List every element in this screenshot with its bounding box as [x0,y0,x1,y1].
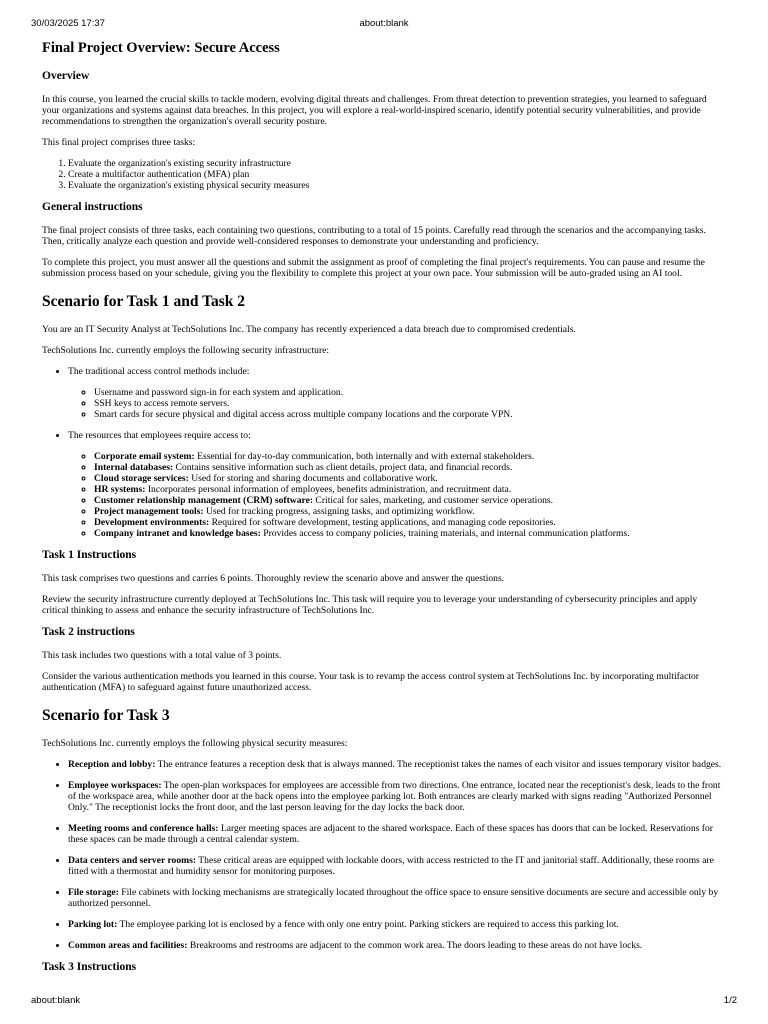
list-item [94,462,726,473]
list-item: 2. Create a multifactor authentication (MFA) plan [68,169,726,180]
scenario-1-2-paragraph-1: You are an IT Security Analyst at TechSolutions Inc. The company has recently experienced a data breach due to compromised credentials. [42,324,576,335]
resource-desc: Provides access to company policies, training materials, and internal communication platforms. [260,528,630,539]
overview-paragraph: In this course, you learned the crucial skills to tackle modern, evolving digital threats and challenges. From threat detection to prevention strategies, you learned to safeguard your organizations and systems against data breaches. In this project, you will explore a real-world-inspired scenario, identify potential security vulnerabilities, and provide recommendations to strengthen the organization's overall security posture. [42,94,707,127]
document-body [42,36,726,985]
measure-term: Common areas and facilities: [68,940,188,951]
list-item [68,855,726,877]
resource-desc: Essential for day-to-day communication, both internally and with external stakeholders. [194,451,535,462]
resource-desc: Critical for sales, marketing, and customer service operations. [313,495,554,506]
list-item [94,495,726,506]
list-item [68,940,726,951]
task-3-heading: Task 3 Instructions [42,961,137,973]
overview-heading: Overview [42,70,90,82]
resource-desc: Used for storing and sharing documents and collaborative work. [188,473,438,484]
resource-desc: Used for tracking progress, assigning tasks, and optimizing workflow. [203,506,475,517]
measure-term: Parking lot: [68,919,118,930]
measure-term: Reception and lobby: [68,759,156,770]
measure-desc: Larger meeting spaces are adjacent to the shared workspace. Each of these spaces has doors that can be locked. Reservations for these spaces can be made through a central calendar system. [68,823,713,845]
resources-list [68,451,726,539]
measure-desc: Breakrooms and restrooms are adjacent to the common work area. The doors leading to these areas do not have locks. [187,940,643,951]
physical-security-list [42,759,726,951]
resources-intro: The resources that employees require access to: [68,430,251,441]
scenario-3-heading: Scenario for Task 3 [42,707,170,724]
measure-term: File storage: [68,887,119,898]
list-item [94,484,726,495]
footer-url: about:blank [31,995,81,1006]
resource-desc: Required for software development, testing applications, and managing code repositories. [209,517,556,528]
general-instructions-heading: General instructions [42,201,143,213]
measure-desc: These critical areas are equipped with lockable doors, with access restricted to the IT and janitorial staff. Additionally, these rooms are fitted with a thermostat and humidity sensor for monitoring purposes. [68,855,714,877]
list-item [68,919,726,930]
list-item [94,451,726,462]
list-item: 3. Evaluate the organization's existing physical security measures [68,180,726,191]
list-item: ◦ Username and password sign-in for each system and application. [94,387,726,398]
list-item [68,780,726,813]
resource-desc: Incorporates personal information of employees, benefits administration, and recruitment data. [145,484,512,495]
measure-desc: The employee parking lot is enclosed by a fence with only one entry point. Parking stickers are required to access this parking lot. [117,919,619,930]
infrastructure-list [42,366,726,539]
print-datetime: 30/03/2025 17:37 [31,18,105,29]
resource-desc: Contains sensitive information such as client details, project data, and financial records. [173,462,513,473]
task-1-heading: Task 1 Instructions [42,549,137,561]
measure-term: Meeting rooms and conference halls: [68,823,219,834]
general-paragraph-2: To complete this project, you must answer all the questions and submit the assignment as proof of completing the final project's requirements. You can pause and resume the submission process based on your schedule, giving you the flexibility to complete this project at your own pace. Your submission will be auto-graded using an AI tool. [42,257,705,279]
measure-term: Data centers and server rooms: [68,855,197,866]
general-paragraph-1: The final project consists of three tasks, each containing two questions, contributing to a total of 15 points. Carefully read through the scenarios and the accompanying tasks. Then, critically analyze each question and provide well-considered responses to demonstrate your understanding and proficiency. [42,225,706,247]
list-item [68,366,726,420]
print-footer [31,995,737,1007]
list-item [68,430,726,539]
task-1-paragraph-1: This task comprises two questions and carries 6 points. Thoroughly review the scenario above and answer the questions. [42,573,505,584]
page-number: 1/2 [723,995,737,1006]
list-item [68,759,726,770]
resource-term: Customer relationship management (CRM) software: [94,495,314,506]
scenario-1-2-heading: Scenario for Task 1 and Task 2 [42,293,246,310]
resource-term: Company intranet and knowledge bases: [94,528,261,539]
print-url: about:blank [359,18,409,29]
task-2-paragraph-2: Consider the various authentication methods you learned in this course. Your task is to revamp the access control system at TechSolutions Inc. by incorporating multifactor authentication (MFA) to safeguard against future unauthorized access. [42,671,699,693]
measure-desc: The open-plan workspaces for employees are accessible from two directions. One entrance, located near the receptionist's desk, leads to the front of the workspace area, while another door at the back opens into the employee parking lot. Both entrances are clearly marked with signs reading "Authorized Personnel Only." The receptionist locks the front door, and the last person leaving for the day locks the back door. [68,780,721,813]
task-2-heading: Task 2 instructions [42,626,135,638]
task-list [42,158,726,191]
list-item [68,887,726,909]
task-1-paragraph-2: Review the security infrastructure currently deployed at TechSolutions Inc. This task will require you to leverage your understanding of cybersecurity principles and apply critical thinking to assess and enhance the security infrastructure of TechSolutions Inc. [42,594,698,616]
measure-term: Employee workspaces: [68,780,162,791]
list-item: ◦ SSH keys to access remote servers. [94,398,726,409]
overview-tasks-intro: This final project comprises three tasks: [42,137,196,148]
resource-term: HR systems: [94,484,146,495]
list-item [94,517,726,528]
access-methods-intro: The traditional access control methods include: [68,366,250,377]
list-item: ◦ Smart cards for secure physical and digital access across multiple company locations and the corporate VPN. [94,409,726,420]
resource-term: Cloud storage services: [94,473,189,484]
resource-term: Development environments: [94,517,210,528]
resource-term: Corporate email system: [94,451,195,462]
list-item [94,473,726,484]
scenario-1-2-paragraph-2: TechSolutions Inc. currently employs the following security infrastructure: [42,345,330,356]
list-item [68,823,726,845]
measure-desc: The entrance features a reception desk that is always manned. The receptionist takes the names of each visitor and issues temporary visitor badges. [155,759,722,770]
access-methods-list [68,387,726,420]
list-item: 1. Evaluate the organization's existing security infrastructure [68,158,726,169]
list-item [94,528,726,539]
list-item [94,506,726,517]
print-header [31,18,737,30]
measure-desc: File cabinets with locking mechanisms are strategically located throughout the office space to ensure sensitive documents are secure and accessible only by authorized personnel. [68,887,719,909]
resource-term: Internal databases: [94,462,174,473]
page-title: Final Project Overview: Secure Access [42,40,280,56]
task-2-paragraph-1: This task includes two questions with a total value of 3 points. [42,650,282,661]
resource-term: Project management tools: [94,506,204,517]
scenario-3-paragraph: TechSolutions Inc. currently employs the following physical security measures: [42,738,348,749]
